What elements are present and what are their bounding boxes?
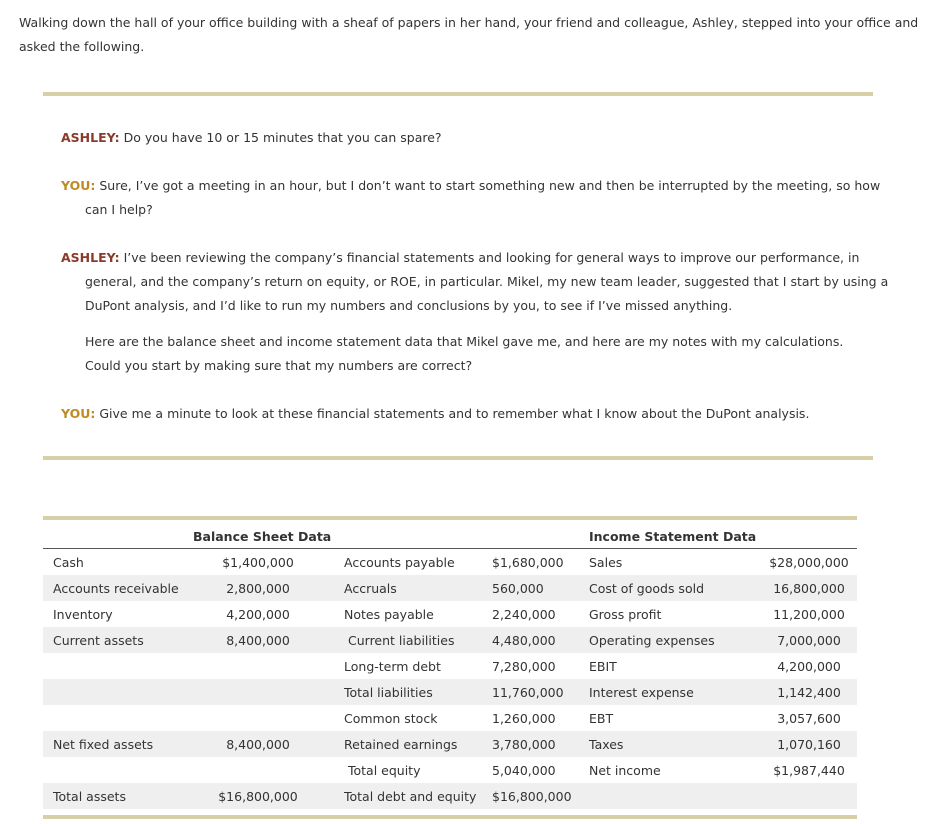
income-label-interest-expense: Interest expense (589, 685, 694, 700)
dialogue-text: I’ve been reviewing the company’s financial statements and looking for general ways to improve our performance, in (123, 250, 860, 265)
liability-label-accounts-payable: Accounts payable (344, 555, 455, 570)
income-value-taxes: 1,070,160 (777, 737, 841, 752)
liability-label-notes-payable: Notes payable (344, 607, 434, 622)
income-value-ebit: 4,200,000 (777, 659, 841, 674)
top-divider (43, 92, 873, 96)
income-label-operating-expenses: Operating expenses (589, 633, 715, 648)
equity-label-retained-earnings: Retained earnings (344, 737, 458, 752)
liability-value-accounts-payable: $1,680,000 (492, 555, 564, 570)
speaker-label: YOU: (61, 406, 96, 421)
income-label-cogs: Cost of goods sold (589, 581, 705, 596)
asset-label-cash: Cash (53, 555, 84, 570)
equity-value-common-stock: 1,260,000 (492, 711, 556, 726)
dialogue-text: Give me a minute to look at these financial statements and to remember what I know about the DuPont analysis. (99, 406, 810, 421)
income-label-sales: Sales (589, 555, 623, 570)
dialogue-text-continued: can I help? (85, 202, 153, 217)
liability-label-current-liabilities: Current liabilities (348, 633, 455, 648)
income-label-ebit: EBIT (589, 659, 617, 674)
value-total-debt-and-equity: $16,800,000 (492, 789, 572, 804)
income-value-interest-expense: 1,142,400 (777, 685, 841, 700)
dialogue-ashley-followup: Here are the balance sheet and income statement data that Mikel gave me, and here are my notes with my calculations. Could you start by making sure that my numbers are correct? (85, 334, 844, 373)
speaker-label: ASHLEY: (61, 250, 120, 265)
liability-value-long-term-debt: 7,280,000 (492, 659, 556, 674)
liability-label-accruals: Accruals (344, 581, 397, 596)
income-label-taxes: Taxes (589, 737, 624, 752)
asset-label-accounts-receivable: Accounts receivable (53, 581, 179, 596)
income-statement-header: Income Statement Data (589, 529, 757, 544)
asset-label-net-fixed-assets: Net fixed assets (53, 737, 154, 752)
liability-label-total-liabilities: Total liabilities (344, 685, 433, 700)
equity-label-total-equity: Total equity (348, 763, 421, 778)
asset-value-inventory: 4,200,000 (226, 607, 290, 622)
dialogue-text-continued: general, and the company’s return on equity, or ROE, in particular. Mikel, my new team leader, suggested that I start by using a (85, 274, 889, 289)
equity-value-total-equity: 5,040,000 (492, 763, 556, 778)
asset-label-current-assets: Current assets (53, 633, 144, 648)
speaker-label: YOU: (61, 178, 96, 193)
equity-value-retained-earnings: 3,780,000 (492, 737, 556, 752)
liability-label-long-term-debt: Long-term debt (344, 659, 441, 674)
table-bottom-divider (43, 815, 857, 819)
asset-value-cash: $1,400,000 (222, 555, 294, 570)
income-label-net-income: Net income (589, 763, 661, 778)
dialogue-text: Do you have 10 or 15 minutes that you can spare? (123, 130, 442, 145)
asset-value-accounts-receivable: 2,800,000 (226, 581, 290, 596)
income-value-net-income: $1,987,440 (773, 763, 845, 778)
dialogue-ashley-2 (61, 246, 859, 270)
dialogue-ashley-1 (61, 126, 442, 150)
income-value-operating-expenses: 7,000,000 (777, 633, 841, 648)
liability-value-current-liabilities: 4,480,000 (492, 633, 556, 648)
dialogue-bottom-divider (43, 456, 873, 460)
table-row-shade (43, 679, 857, 705)
asset-value-net-fixed-assets: 8,400,000 (226, 737, 290, 752)
label-total-debt-and-equity: Total debt and equity (344, 789, 477, 804)
balance-sheet-header: Balance Sheet Data (193, 529, 332, 544)
liability-value-notes-payable: 2,240,000 (492, 607, 556, 622)
liability-value-total-liabilities: 11,760,000 (492, 685, 564, 700)
table-top-divider (43, 516, 857, 520)
income-value-gross-profit: 11,200,000 (773, 607, 845, 622)
equity-label-common-stock: Common stock (344, 711, 438, 726)
dialogue-text: Sure, I’ve got a meeting in an hour, but I don’t want to start something new and then be interrupted by the meeting, so how (99, 178, 881, 193)
income-label-gross-profit: Gross profit (589, 607, 662, 622)
asset-label-total-assets: Total assets (53, 789, 126, 804)
income-value-cogs: 16,800,000 (773, 581, 845, 596)
speaker-label: ASHLEY: (61, 130, 120, 145)
dialogue-you-1 (61, 174, 880, 198)
asset-value-total-assets: $16,800,000 (218, 789, 298, 804)
asset-value-current-assets: 8,400,000 (226, 633, 290, 648)
income-value-sales: $28,000,000 (769, 555, 849, 570)
table-header-rule (43, 548, 857, 549)
asset-label-inventory: Inventory (53, 607, 113, 622)
dialogue-text-continued: DuPont analysis, and I’d like to run my numbers and conclusions by you, to see if I’ve missed anything. (85, 298, 733, 313)
dialogue-you-2 (61, 402, 809, 426)
intro-paragraph: Walking down the hall of your office building with a sheaf of papers in her hand, your friend and colleague, Ashley, stepped into your office and asked the following. (19, 15, 919, 54)
liability-value-accruals: 560,000 (492, 581, 544, 596)
income-value-ebt: 3,057,600 (777, 711, 841, 726)
income-label-ebt: EBT (589, 711, 614, 726)
